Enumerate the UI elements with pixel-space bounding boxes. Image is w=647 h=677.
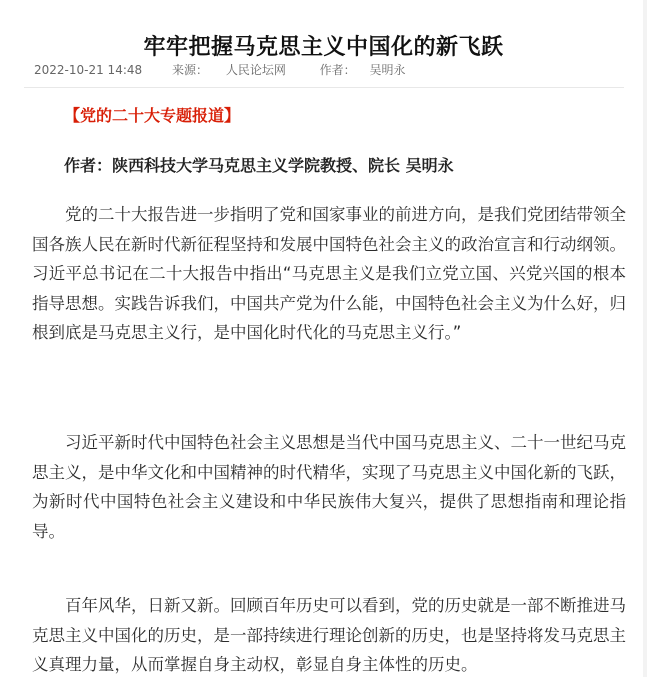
author-label: 作者： xyxy=(319,63,356,77)
paragraph-2: 习近平新时代中国特色社会主义思想是当代中国马克思主义、二十一世纪马克思主义，是中华文化和中国精神的时代精华，实现了马克思主义中国化新的飞跃，为新时代中国特色社会主义建设和中华民族伟大复兴，提供了思想指南和理论指导。 xyxy=(32,433,626,541)
author-byline: 作者：陕西科技大学马克思主义学院教授、院长 吴明永 xyxy=(64,156,454,175)
article-title: 牢牢把握马克思主义中国化的新飞跃 xyxy=(143,33,504,60)
paragraph-3: 百年风华，日新又新。回顾百年历史可以看到，党的历史就是一部不断推进马克思主义中国化的历史，是一部持续进行理论创新的历史，也是坚持将发马克思主义真理力量，从而掌握自身主动权，彰显自身主体性的历史。 xyxy=(32,596,626,674)
page-scrollbar[interactable] xyxy=(643,0,647,677)
meta-divider xyxy=(24,87,624,88)
author-name: 吴明永 xyxy=(369,63,406,77)
article-meta xyxy=(34,61,406,79)
topic-tag: 【党的二十大专题报道】 xyxy=(64,106,241,125)
paragraph-1: 党的二十大报告进一步指明了党和国家事业的前进方向，是我们党团结带领全国各族人民在新时代新征程坚持和发展中国特色社会主义的政治宣言和行动纲领。习近平总书记在二十大报告中指出“马克思主义是我们立党立国、兴党兴国的根本指导思想。实践告诉我们，中国共产党为什么能，中国特色社会主义为什么好，归根到底是马克思主义行，是中国化时代化的马克思主义行。” xyxy=(32,205,626,342)
source-link[interactable]: 人民论坛网 xyxy=(225,63,286,77)
source-label: 来源： xyxy=(171,63,208,77)
publish-date: 2022-10-21 14:48 xyxy=(34,63,143,77)
